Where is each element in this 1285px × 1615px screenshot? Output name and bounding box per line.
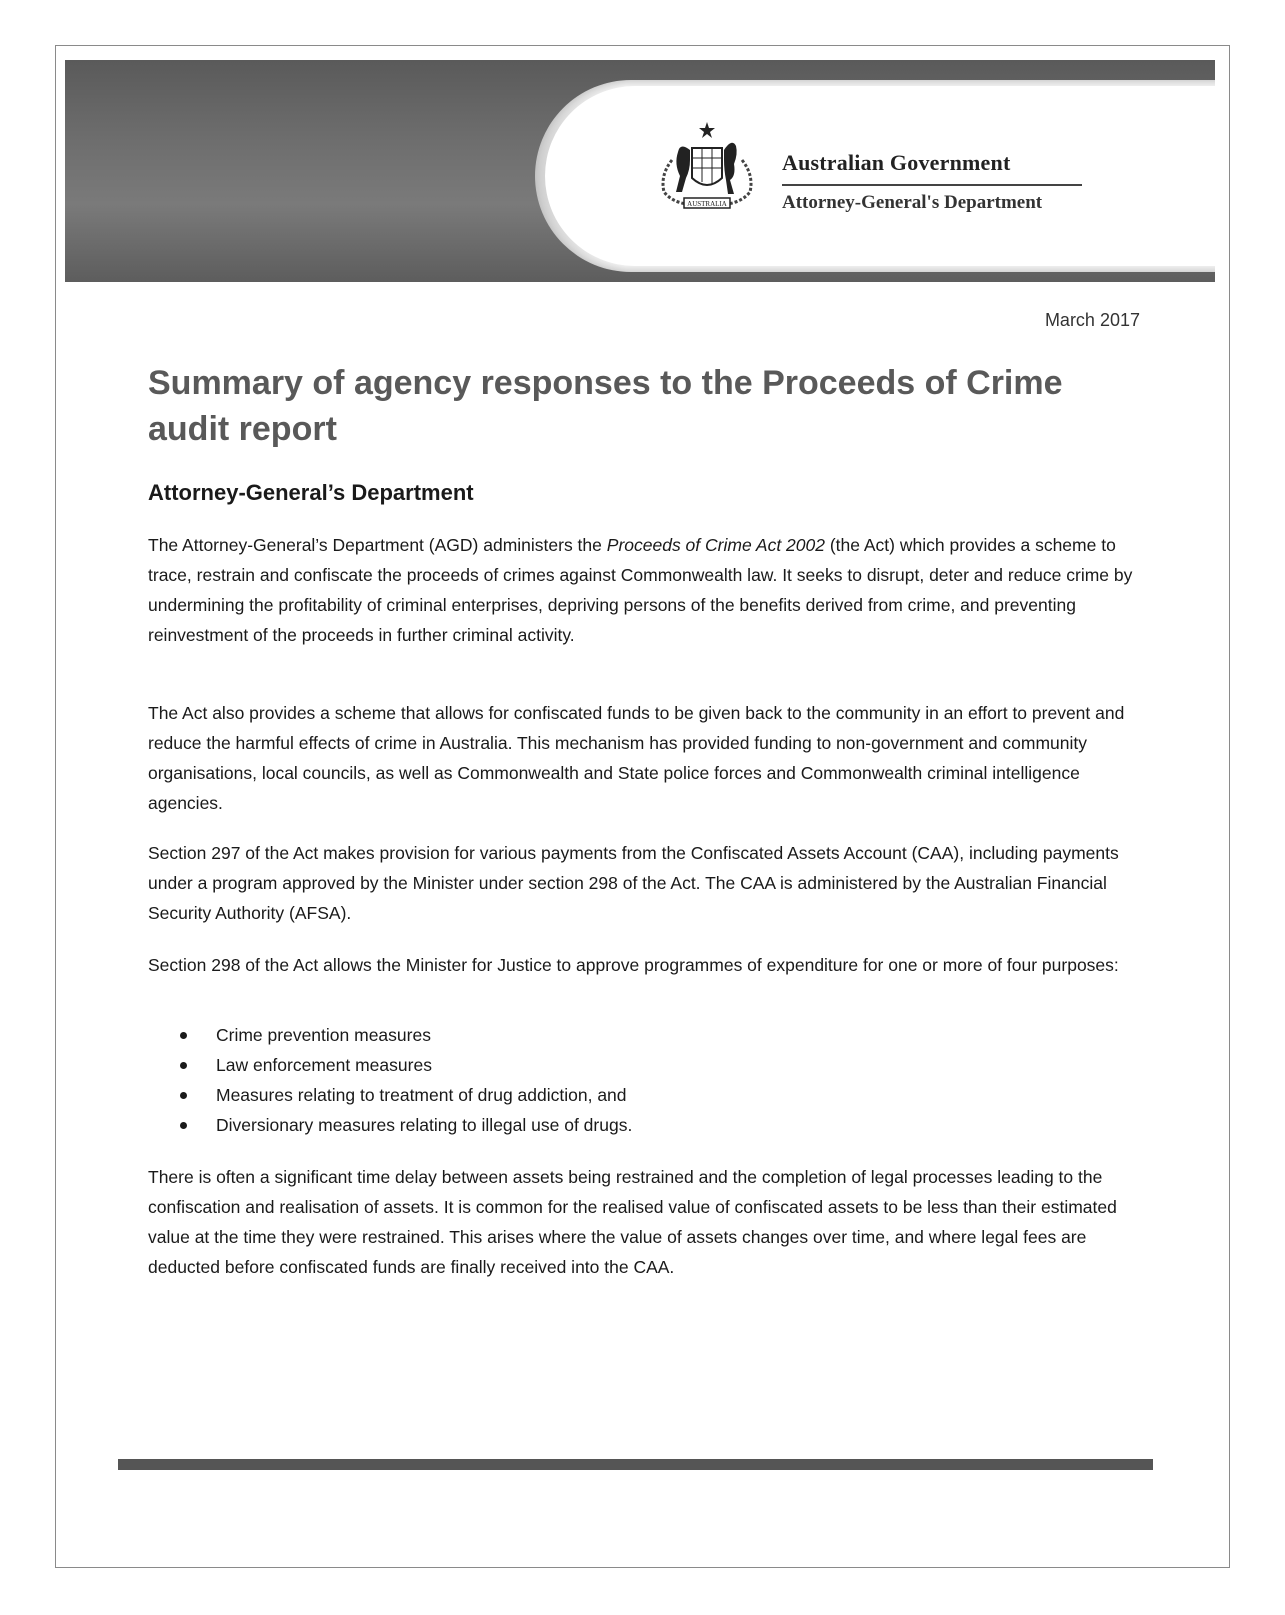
paragraph-time-delay: There is often a significant time delay between assets being restrained and the completion of legal processes leading to the confiscation and realisation of assets. It is common for the realised value of confiscated assets to be less than their estimated value at the time they were restrained. This arises where the value of assets changes over time, and where legal fees are deducted before confiscated funds are finally received into the CAA. xyxy=(148,1167,1117,1277)
paragraph-intro xyxy=(148,530,1138,650)
paragraph-intro-start: The Attorney-General’s Department (AGD) administers the xyxy=(148,535,607,555)
list-item-text: Crime prevention measures xyxy=(216,1025,431,1045)
list-item xyxy=(148,1020,1138,1050)
act-title: Proceeds of Crime Act 2002 xyxy=(606,535,825,555)
paragraph-section-298: Section 298 of the Act allows the Minister for Justice to approve programmes of expenditure for one or more of four purposes: xyxy=(148,955,1119,975)
list-item-text: Measures relating to treatment of drug addiction, and xyxy=(216,1085,627,1105)
document-date: March 2017 xyxy=(1044,310,1140,330)
bullet-icon xyxy=(180,1062,187,1069)
list-item-text: Diversionary measures relating to illegal use of drugs. xyxy=(216,1115,633,1135)
bullet-icon xyxy=(180,1092,187,1099)
government-logo-text xyxy=(782,150,1082,214)
footer-bar xyxy=(118,1459,1153,1470)
crest-label: AUSTRALIA xyxy=(687,200,727,208)
bullet-icon xyxy=(180,1032,187,1039)
purposes-list xyxy=(148,1020,1138,1140)
coat-of-arms-icon xyxy=(642,120,772,220)
paragraph-community: The Act also provides a scheme that allows for confiscated funds to be given back to the community in an effort to prevent and reduce the harmful effects of crime in Australia. This mechanism has provided funding to non-government and community organisations, local councils, as well as Commonwealth and State police forces and Commonwealth criminal intelligence agencies. xyxy=(148,703,1125,813)
paragraph-section-297: Section 297 of the Act makes provision for various payments from the Confiscated Assets Account (CAA), including payments under a program approved by the Minister under section 298 of the Act. The CAA is administered by the Australian Financial Security Authority (AFSA). xyxy=(148,843,1119,923)
list-item xyxy=(148,1050,1138,1080)
list-item xyxy=(148,1080,1138,1110)
page-title: Summary of agency responses to the Proceeds of Crime audit report xyxy=(148,364,1063,448)
bullet-icon xyxy=(180,1122,187,1129)
list-item xyxy=(148,1110,1138,1140)
gov-title: Australian Government xyxy=(782,150,1082,186)
list-item-text: Law enforcement measures xyxy=(216,1055,432,1075)
section-heading: Attorney-General’s Department xyxy=(148,480,474,505)
gov-dept: Attorney-General's Department xyxy=(782,192,1043,213)
paragraph-intro-end: (the Act) which provides a scheme to trace, restrain and confiscate the proceeds of crimes against Commonwealth law. It seeks to disrupt, deter and reduce crime by undermining the profitability of criminal enterprises, depriving persons of the benefits derived from crime, and preventing reinvestment of the proceeds in further criminal activity. xyxy=(148,535,1133,645)
